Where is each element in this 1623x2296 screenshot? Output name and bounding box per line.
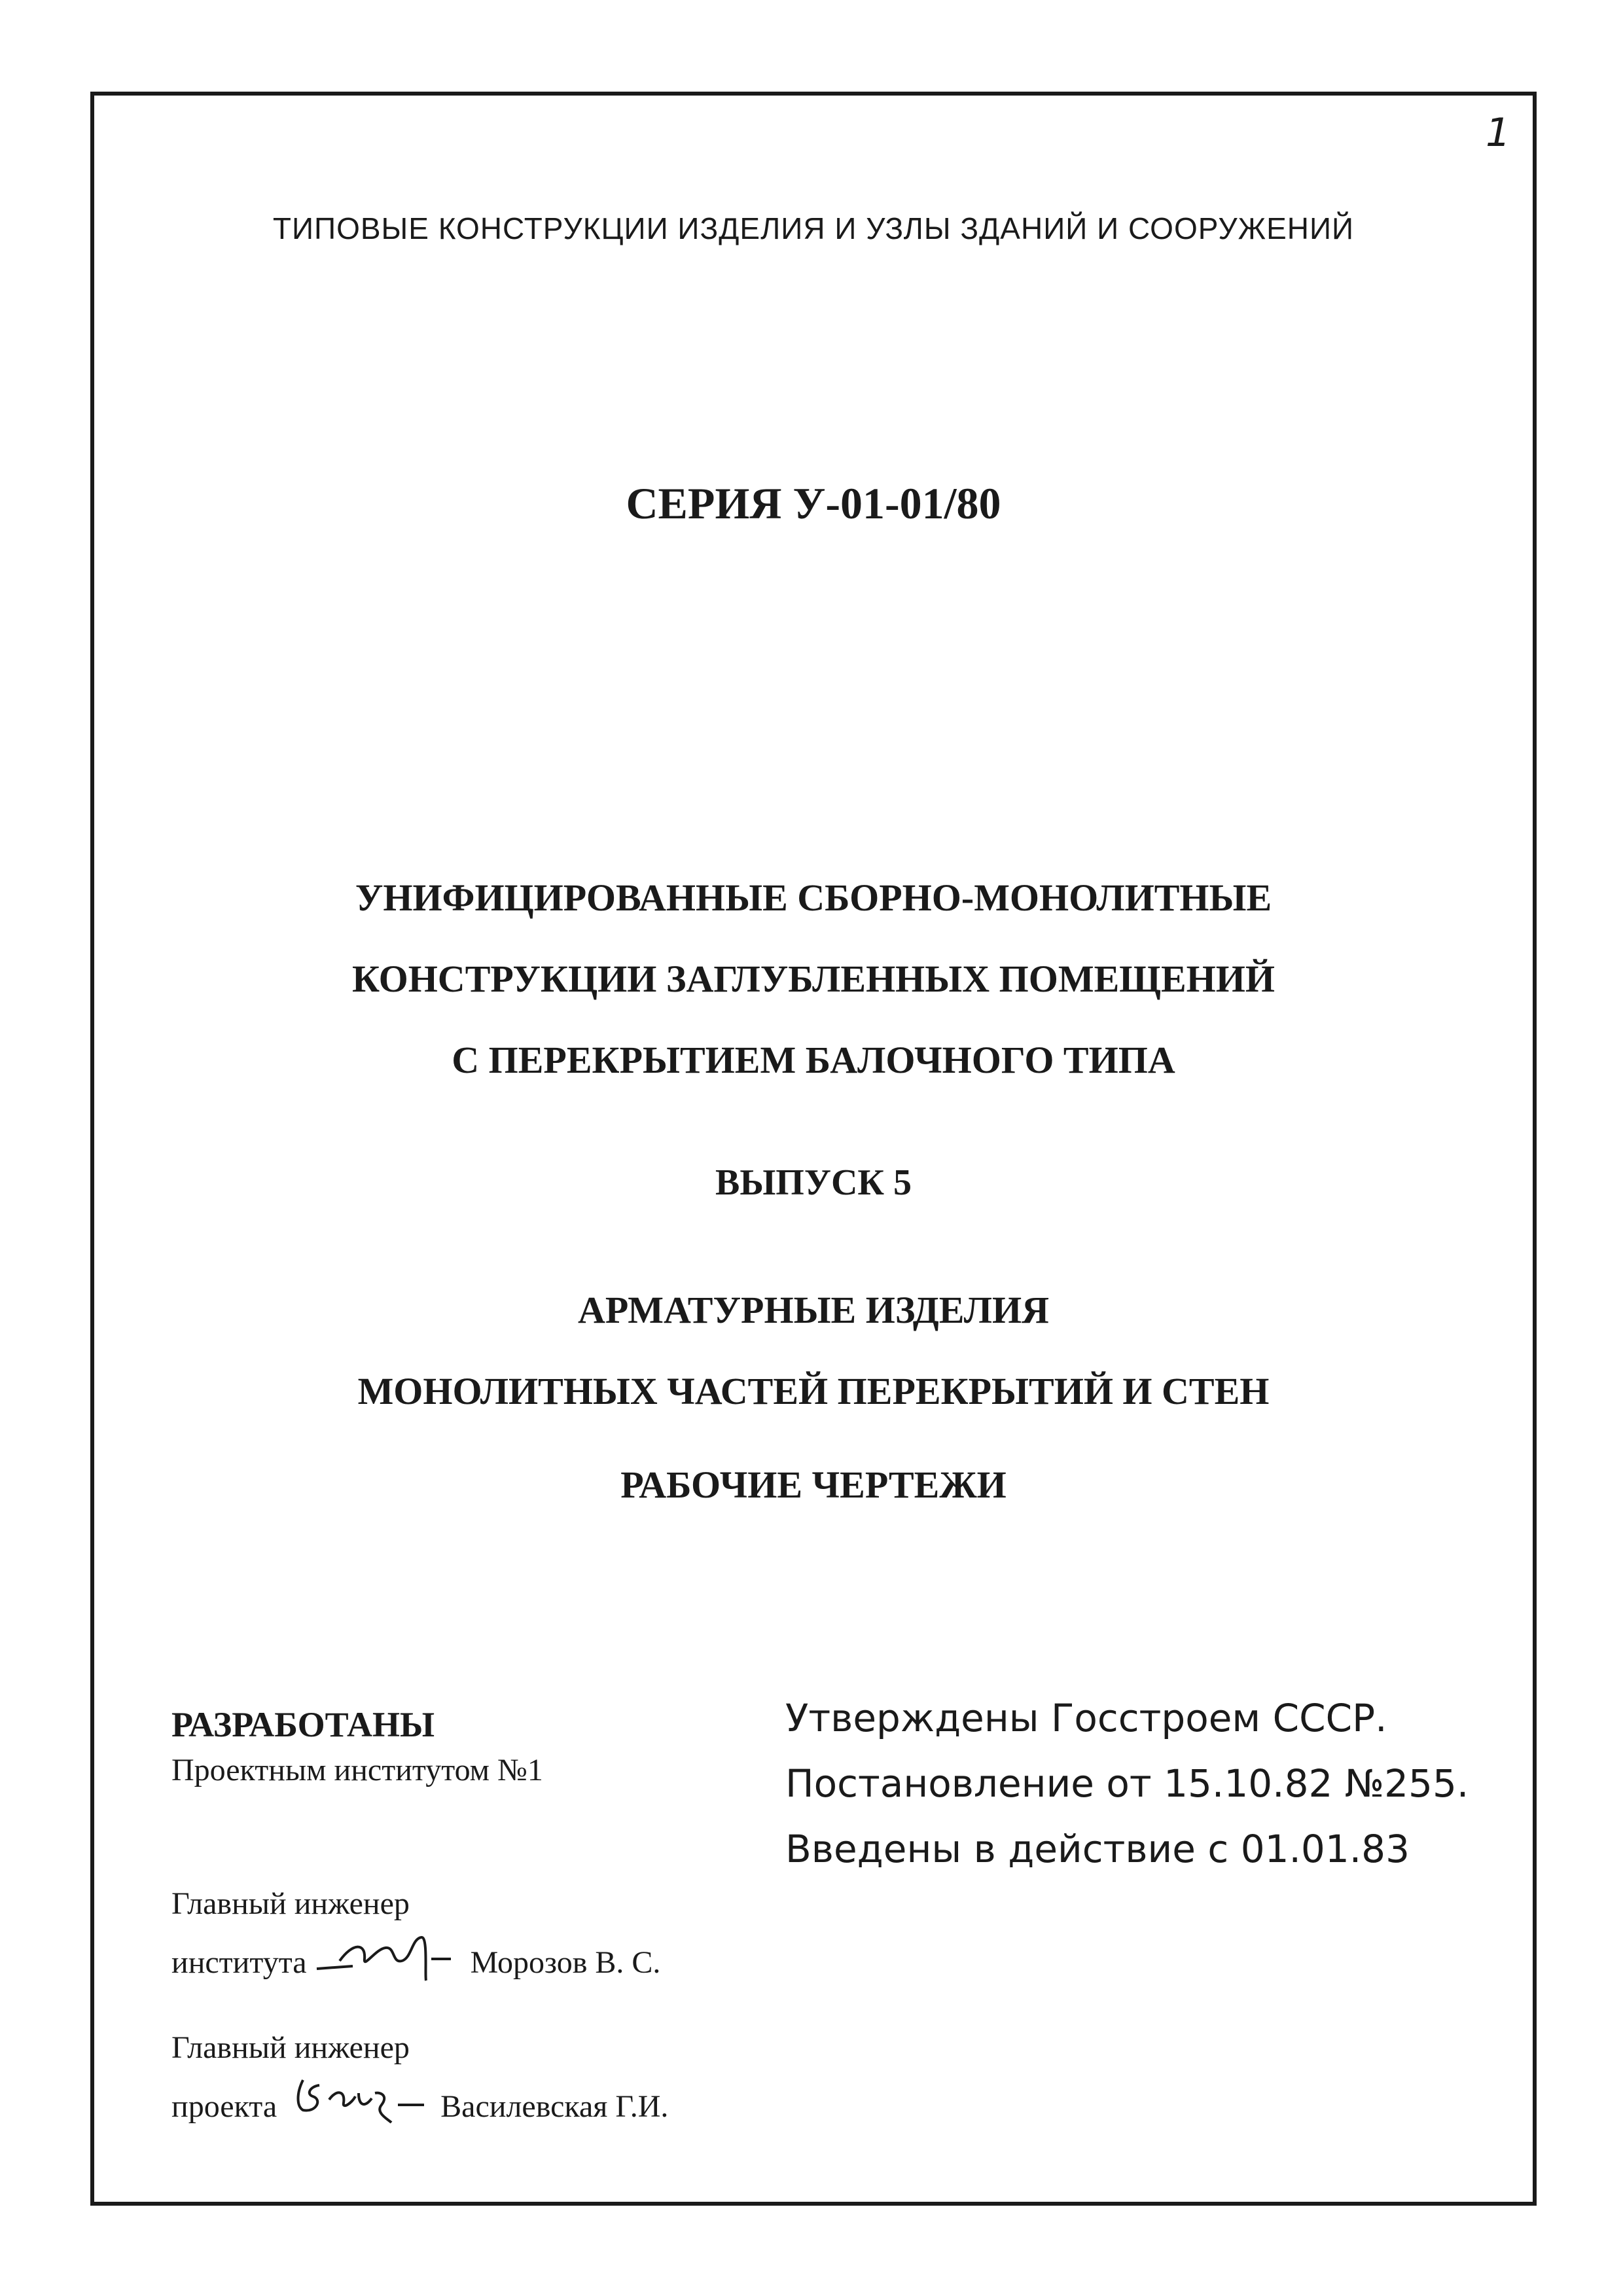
subject-line: МОНОЛИТНЫХ ЧАСТЕЙ ПЕРЕКРЫТИЙ И СТЕН xyxy=(357,1370,1270,1412)
series-code: СЕРИЯ У-01-01/80 xyxy=(626,478,1001,528)
main-title xyxy=(90,857,1537,1101)
developer-block xyxy=(171,1702,543,1793)
main-title-line: УНИФИЦИРОВАННЫЕ СБОРНО-МОНОЛИТНЫЕ xyxy=(355,876,1272,919)
developed-by: Проектным институтом №1 xyxy=(171,1753,543,1787)
subject-line: АРМАТУРНЫЕ ИЗДЕЛИЯ xyxy=(578,1289,1049,1331)
role-line: Главный инженер xyxy=(171,1886,410,1921)
main-title-line: КОНСТРУКЦИИ ЗАГЛУБЛЕННЫХ ПОМЕЩЕНИЙ xyxy=(351,958,1275,1000)
person-name: Василевская Г.И. xyxy=(440,2089,669,2124)
person-name: Морозов В. С. xyxy=(470,1945,661,1980)
role-line: Главный инженер xyxy=(171,2030,410,2065)
document-type: РАБОЧИЕ ЧЕРТЕЖИ xyxy=(620,1463,1007,1506)
issue-number: ВЫПУСК 5 xyxy=(715,1162,912,1203)
subject-title xyxy=(90,1270,1537,1432)
role-line: проекта xyxy=(171,2089,277,2124)
chief-engineer-project xyxy=(171,2029,668,2126)
approval-line: Утверждены Госстроем СССР. xyxy=(785,1696,1387,1740)
approval-line: Введены в действие с 01.01.83 xyxy=(785,1827,1410,1871)
approval-line: Постановление от 15.10.82 №255. xyxy=(785,1761,1469,1806)
approval-block xyxy=(785,1685,1469,1882)
signature-icon xyxy=(313,1923,464,1982)
page-number: 1 xyxy=(1486,110,1511,156)
role-line: института xyxy=(171,1945,307,1980)
main-title-line: С ПЕРЕКРЫТИЕМ БАЛОЧНОГО ТИПА xyxy=(452,1039,1175,1081)
signature-icon xyxy=(283,2067,434,2126)
developed-title: РАЗРАБОТАНЫ xyxy=(171,1705,435,1744)
chief-engineer-institute xyxy=(171,1885,660,1982)
series-heading: ТИПОВЫЕ КОНСТРУКЦИИ ИЗДЕЛИЯ И УЗЛЫ ЗДАНИЙ И СООРУЖЕНИЙ xyxy=(272,211,1355,245)
